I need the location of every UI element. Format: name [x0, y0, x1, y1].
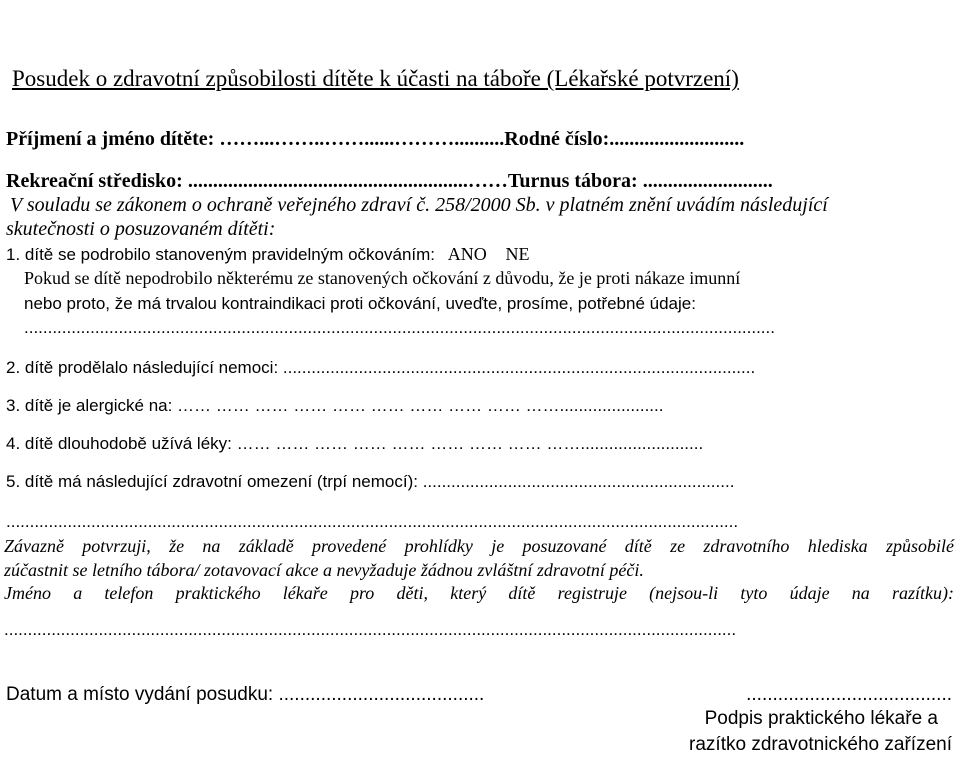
item-vaccination-label: 1. dítě se podrobilo stanoveným pravidelným očkováním: [6, 245, 436, 264]
signature-label-1: Podpis praktického lékaře a [704, 708, 938, 729]
vaccination-no-option: NE [505, 244, 530, 264]
declaration-line-2: zúčastnit se letního tábora/ zotavovací akce a nevyžaduje žádnou zvláštní zdravotní péči. [4, 560, 644, 580]
doctor-info-line: Jméno a telefon praktického lékaře pro děti, který dítě registruje (nejsou-li tyto údaje na razítku): [4, 583, 954, 603]
declaration-line-1: Závazně potvrzuji, že na základě provedené prohlídky je posuzované dítě ze zdravotního hlediska způsobilé [4, 536, 954, 556]
vaccination-details-dots: ............................................................................................................................................................... [24, 318, 775, 337]
date-place-line: Datum a místo vydání posudku: ....................................... [6, 684, 485, 705]
resort-line: Rekreační středisko: ........................................................……Turnus tábora: .......................... [6, 170, 773, 192]
intro-line-2: skutečnosti o posuzovaném dítěti: [6, 218, 276, 240]
intro-line-1: V souladu se zákonem o ochraně veřejného zdraví č. 258/2000 Sb. v platném znění uvádím následující [10, 194, 828, 216]
signature-dots: ....................................... [746, 684, 952, 705]
document-title: Posudek o zdravotní způsobilosti dítěte k účasti na táboře (Lékařské potvrzení) [12, 66, 739, 91]
item-diseases: 2. dítě prodělalo následující nemoci: .................................................................................................... [6, 358, 756, 377]
vaccination-yes-option: ANO [447, 244, 487, 264]
item-health-limits: 5. dítě má následující zdravotní omezení (trpí nemocí): .................................................................. [6, 472, 735, 491]
item-medication: 4. dítě dlouhodobě užívá léky: …… …… …… …… …… …… …… …… …….......................... [6, 434, 704, 453]
child-name-line: Příjmení a jméno dítěte: ……...……..……......………..........Rodné číslo:........................... [6, 128, 745, 150]
doctor-info-dots: ........................................................................................................................................................... [4, 620, 737, 639]
signature-label-2: razítko zdravotnického zařízení [689, 734, 952, 755]
vaccination-note-1: Pokud se dítě nepodrobilo některému ze stanovených očkování z důvodu, že je proti nákaze imunní [24, 268, 741, 288]
item-vaccination [6, 244, 529, 265]
health-limits-dots: ........................................................................................................................................................... [6, 512, 739, 531]
item-allergies: 3. dítě je alergické na: …… …… …… …… …… …… …… …… …… ……...................... [6, 396, 664, 415]
vaccination-note-2: nebo proto, že má trvalou kontraindikaci proti očkování, uveďte, prosíme, potřebné údaje: [24, 294, 696, 313]
